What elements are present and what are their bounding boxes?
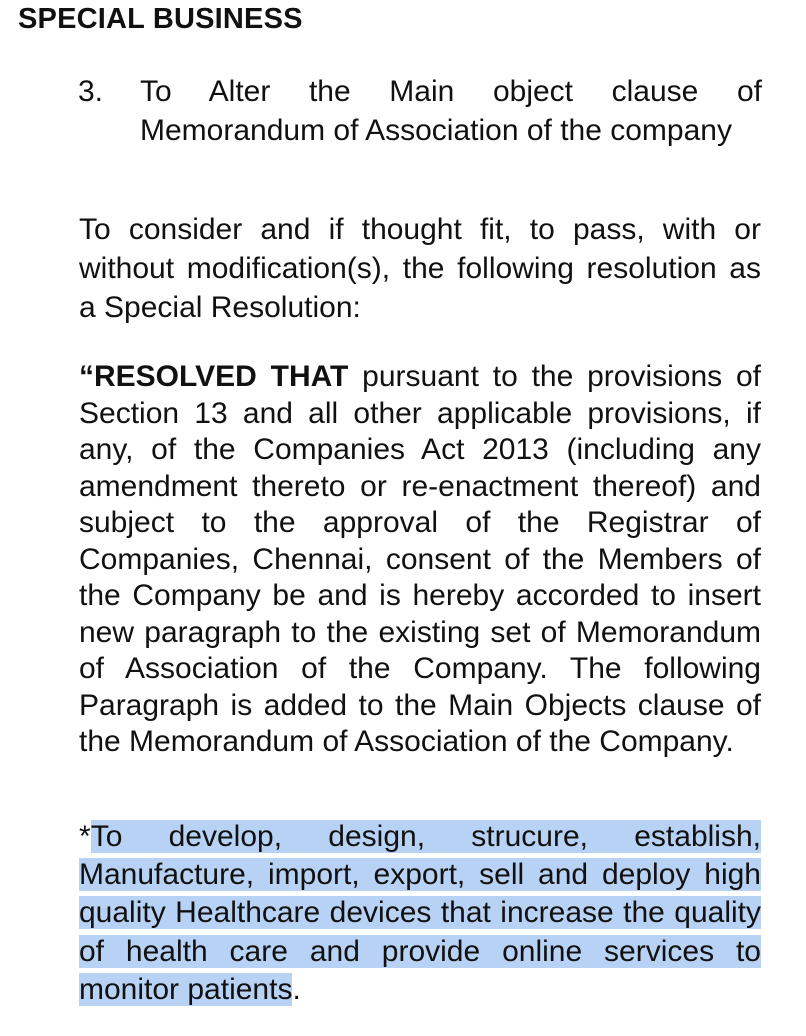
asterisk-marker: * [79, 820, 91, 853]
intro-paragraph: To consider and if thought fit, to pass, with or without modification(s), the following resolution as a Special Resolution: [79, 213, 761, 324]
main-objects-paragraph [79, 818, 761, 1009]
agenda-item-title: To Alter the Main object clause of Memorandum of Association of the company [140, 75, 762, 147]
section-heading: SPECIAL BUSINESS [18, 3, 303, 35]
resolved-that-lead: “RESOLVED THAT [79, 360, 349, 393]
agenda-item [78, 72, 762, 150]
closing-period: . [292, 972, 301, 1006]
agenda-item-number: 3. [78, 75, 104, 108]
resolution-paragraph [79, 359, 761, 761]
selected-text-highlight[interactable]: To develop, design, strucure, establish, Manufacture, import, export, sell and deploy high quality Healthcare devices that increase the quality of health care and provide online services to monitor patients [79, 820, 761, 1006]
resolution-body: pursuant to the provisions of Section 13 and all other applicable provisions, if any, of the Companies Act 2013 (including any amendment thereto or re-enactment thereof) and subject to the approval of the Registrar of Companies, Chennai, consent of the Members of the Company be and is hereby accorded to insert new paragraph to the existing set of Memorandum of Association of the Company. The following Paragraph is added to the Main Objects clause of the Memorandum of Association of the Company. [79, 360, 761, 758]
